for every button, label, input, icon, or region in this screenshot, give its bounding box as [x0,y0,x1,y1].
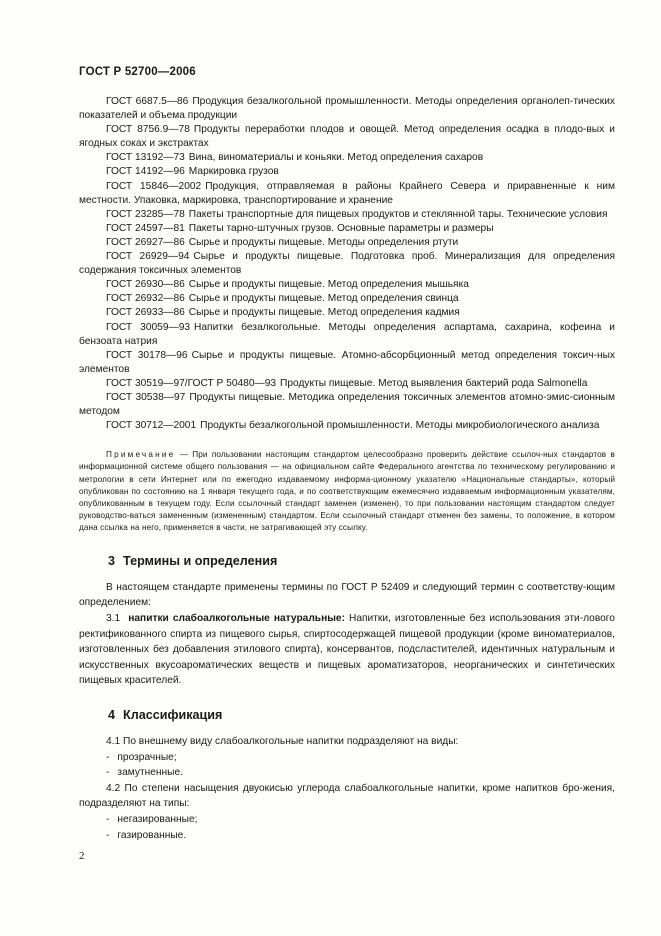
list-item-text: негазированные; [117,813,198,825]
reference-title: Продукты пищевые. Метод выявления бактерий рода Salmonella [280,377,588,389]
reference-item [79,349,615,377]
reference-code: ГОСТ 26927—86 [106,236,185,248]
reference-title: Продукты переработки плодов и овощей. Метод определения осадка в плодо-вых и ягодных соках и экстрактах [79,124,615,150]
reference-code: ГОСТ 15846—2002 [106,180,202,192]
section-4-heading [79,708,615,722]
section-3-intro: В настоящем стандарте применены термины по ГОСТ Р 52409 и следующий термин с соответству-ющим определением: [79,581,615,609]
reference-item [79,306,615,320]
reference-code: ГОСТ 14192—96 [106,166,185,178]
section-number: 3 [108,553,116,568]
reference-title: Сырье и продукты пищевые. Атомно-абсорбционный метод определения токсич-ных элементов [79,349,615,375]
reference-item [79,236,615,250]
section-3-heading [79,554,615,568]
reference-item [79,391,615,419]
reference-title: Сырье и продукты пищевые. Метод определения мышьяка [188,279,469,291]
reference-title: Продукты пищевые. Методика определения токсичных элементов атомно-эмис-сионным методом [79,391,615,418]
reference-item [79,208,615,222]
list-item-text: замутненные. [117,767,183,779]
reference-title: Вина, виноматериалы и коньяки. Метод определения сахаров [188,152,484,164]
reference-item [79,151,615,165]
reference-code: ГОСТ 26933—86 [106,307,185,319]
reference-code: ГОСТ 26929—94 [106,251,190,263]
appearance-types-list [79,750,615,781]
reference-item [79,165,615,179]
list-item [79,812,615,828]
reference-item [79,222,615,236]
reference-code: ГОСТ 6687.5—86 [106,96,189,107]
reference-title: Сырье и продукты пищевые. Методы определения ртути [188,236,459,248]
dash-marker: - [106,751,110,763]
reference-title: Сырье и продукты пищевые. Метод определения свинца [188,293,459,305]
dash-marker: - [106,767,110,779]
reference-title: Продукты безалкогольной промышленности. Методы микробиологического анализа [200,420,600,432]
reference-code: ГОСТ 30059—93 [106,321,191,333]
dash-marker: - [106,829,110,841]
reference-item [79,377,615,391]
dash-marker: - [106,813,110,825]
reference-item [79,250,615,278]
reference-code: ГОСТ 30538—97 [106,391,186,403]
page-number: 2 [79,850,85,862]
note-text: — При пользовании настоящим стандартом целесообразно проверить действие ссылоч-ных стандартов в информационной системе общего пользования — на официальном сайте Федерального агентства по техническому регулированию и метрологии в сети Интернет или по ежегодно издаваемому информа-ционному указателю «Национальные стандарты», который опубликован по состоянию на 1 января текущего года, и по соответствующим ежемесячно издаваемым информационным указателям, опубликованным в текущем году. Если ссылочный стандарт заменен (изменен), то при пользовании настоящим стандартом следует руководство-ваться замененным (измененным) стандартом. Если ссылочный стандарт отменен без замены, то положение, в котором дана ссылка на него, применяется в части, не затрагивающей эту ссылку. [79,450,615,533]
reference-title: Напитки безалкогольные. Методы определения аспартама, сахарина, кофеина и бензоата натрия [79,321,615,347]
reference-code: ГОСТ 30712—2001 [106,420,197,432]
reference-code: ГОСТ 24597—81 [106,222,185,234]
reference-code: ГОСТ 13192—73 [106,152,185,164]
term-definition [79,611,615,689]
reference-item [79,123,615,151]
reference-title: Продукция, отправляемая в районы Крайнего Севера и приравненные к ним местности. Упаковка, маркировка, транспортирование и хранение [79,180,615,206]
reference-title: Сырье и продукты пищевые. Подготовка проб. Минерализация для определения содержания токсичных элементов [79,251,615,277]
section-title: Классификация [123,707,223,722]
reference-title: Пакеты транспортные для пищевых продуктов и стеклянной тары. Технические условия [188,208,608,220]
reference-item [79,419,615,433]
reference-code: ГОСТ 26932—86 [106,293,185,305]
reference-item [79,321,615,349]
section-title: Термины и определения [123,553,278,568]
list-item-text: прозрачные; [117,751,177,763]
note-label: Примечание [106,450,176,460]
reference-item [79,278,615,292]
classification-paragraph-1: 4.1 По внешнему виду слабоалкогольные напитки подразделяют на виды: [106,736,459,748]
page-content [79,95,615,843]
carbonation-types-list [79,812,615,843]
reference-code: ГОСТ 30178—96 [106,349,188,361]
list-item [79,765,615,781]
reference-title: Продукция безалкогольной промышленности. Методы определения органолеп-тических показателей и объема продукции [79,96,615,122]
list-item [79,750,615,766]
term-name: напитки слабоалкогольные натуральные: [128,612,345,624]
document-header: ГОСТ Р 52700—2006 [79,66,196,78]
reference-code: ГОСТ 8756.9—78 [106,124,190,136]
reference-item [79,95,615,123]
reference-code: ГОСТ 30519—97/ГОСТ Р 50480—93 [106,377,277,389]
reference-code: ГОСТ 23285—78 [106,208,185,220]
term-definition-text: Напитки, изготовленные без использования эти-лового ректификованного спирта из пищевого сырья, спиртосодержащей пищевой продукции (кроме виноматериалов, изготовленных без добавления этилового спирта), консервантов, подсластителей, идентичных натуральным и искусственных вкусоароматических веществ и пищевых ароматизаторов, неорганических и синтетических пищевых красителей. [79,612,615,687]
reference-item [79,292,615,306]
term-number: 3.1 [106,612,121,624]
normative-references-list [79,95,615,433]
classification-paragraph-2: 4.2 По степени насыщения двуокисью углерода слабоалкогольные напитки, кроме напитков бро-жения, подразделяют на типы: [79,782,615,810]
list-item-text: газированные. [117,829,187,841]
reference-item [79,180,615,208]
list-item [79,828,615,844]
reference-code: ГОСТ 26930—86 [106,279,185,291]
reference-title: Сырье и продукты пищевые. Метод определения кадмия [188,307,460,319]
section-number: 4 [108,707,116,722]
reference-title: Маркировка грузов [188,166,279,178]
reference-title: Пакеты тарно-штучных грузов. Основные параметры и размеры [188,222,494,234]
note-paragraph [79,449,615,534]
